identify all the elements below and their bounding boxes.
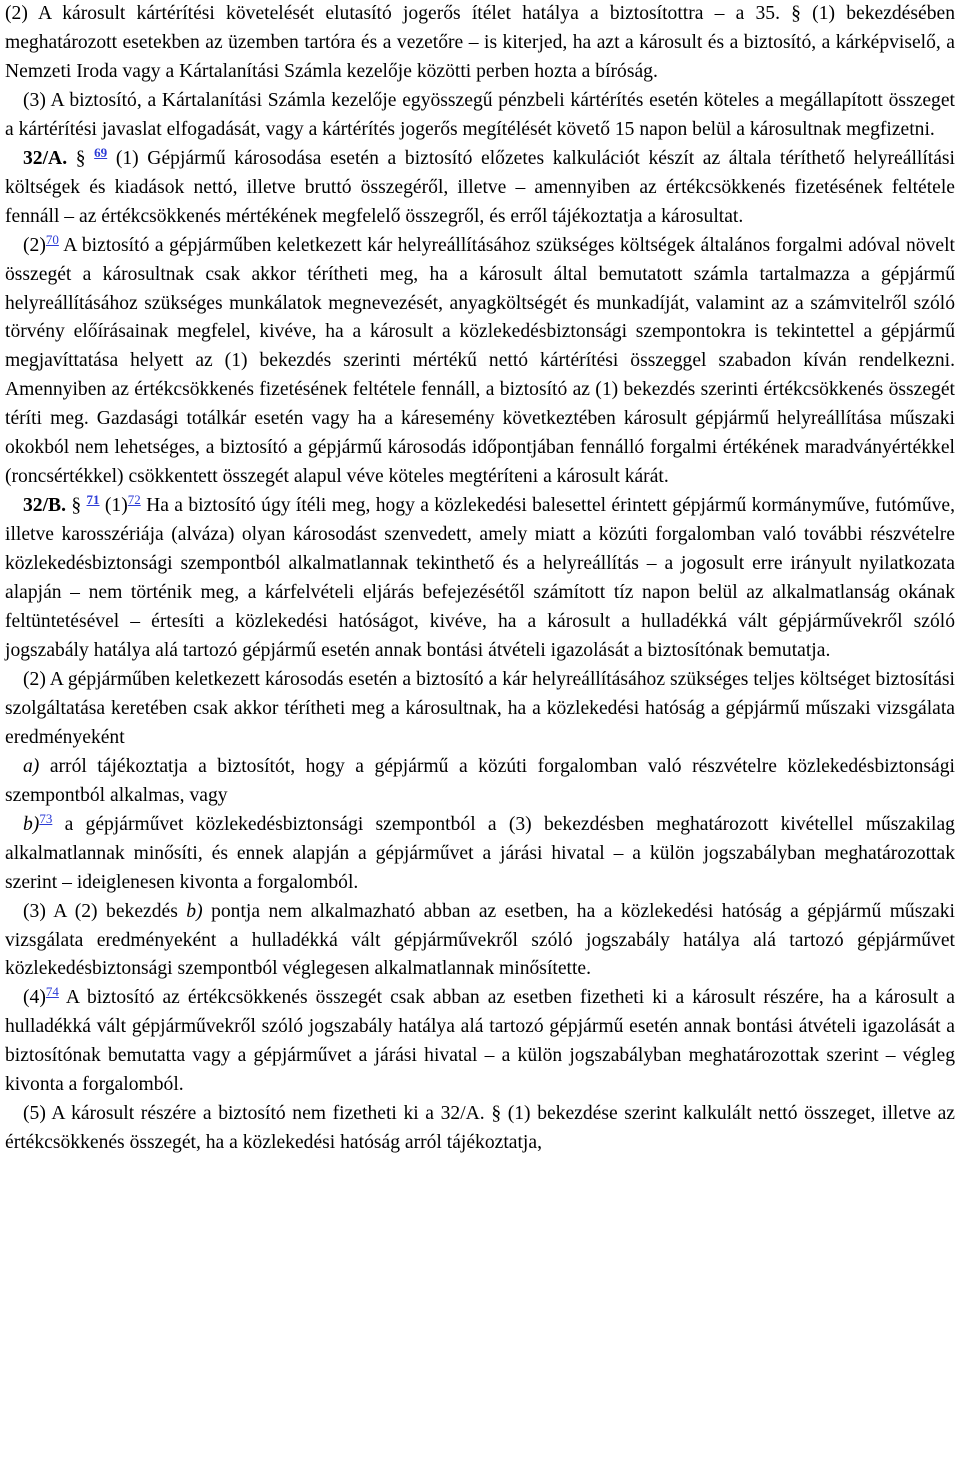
paragraph-text: (3) A biztosító, a Kártalanítási Számla kezelője egyösszegű pénzbeli kártérítés esetén köteles a megállapított összeget a kártérítési javaslat elfogadását, vagy a kártérítés jogerős megítélését követő 15 napon belül a károsultnak megfizetni. bbox=[5, 89, 955, 140]
paragraph-number: (2) bbox=[23, 234, 46, 256]
section-sign: § bbox=[75, 147, 86, 169]
section-32b-paragraph-2 bbox=[5, 666, 955, 753]
point-reference: b) bbox=[186, 900, 203, 922]
paragraph-text: A biztosító a gépjárműben keletkezett kár helyreállításához szükséges költségek általános forgalmi adóval növelt összegét a károsultnak csak akkor térítheti meg, ha a károsult által bemutatott számla tartalmazza a gépjármű helyreállításához szükséges munkálatok megnevezését, anyagköltségét és munkadíját, valamint az a számvitelről szóló törvény előírásainak megfelel, kivéve, ha a károsult a közlekedésbiztonsági szempontokra is tekintettel a gépjármű megjavíttatása helyett az (1) bekezdés szerinti mértékű nettó kártérítési összeggel szabadon kíván rendelkezni. Amennyiben az értékcsökkenés fizetésének feltétele fennáll, a biztosító az (1) bekezdés szerinti értékcsökkenés összegét téríti meg. Gazdasági totálkár esetén vagy ha a káresemény következtében károsult gépjármű helyreállítása műszaki okokból nem lehetséges, a biztosító a gépjármű károsodás időpontjában fennálló forgalmi értékének maradványértékkel (roncsértékkel) csökkentett összegét alapul véve köteles megtéríteni a károsult kárát. bbox=[5, 234, 955, 488]
section-32b-paragraph-3 bbox=[5, 898, 955, 985]
footnote-link-71[interactable]: 71 bbox=[86, 492, 100, 508]
paragraph-text: (2) A károsult kártérítési követelését elutasító jogerős ítélet hatálya a biztosítottra – a 35. § (1) bekezdésében meghatározott esetekben az üzemben tartóra és a vezetőre – is kiterjed, ha azt a károsult és a biztosító, a kárképviselő, a Nemzeti Iroda vagy a Kártalanítási Számla kezelője közötti perben hozta a bíróság. bbox=[5, 3, 955, 82]
paragraph-35-3 bbox=[5, 87, 955, 145]
section-32a-paragraph-2 bbox=[5, 232, 955, 493]
footnote-link-74[interactable]: 74 bbox=[45, 984, 59, 1000]
point-a bbox=[5, 753, 955, 811]
section-32b-paragraph-4 bbox=[5, 984, 955, 1100]
paragraph-text: (5) A károsult részére a biztosító nem fizetheti ki a 32/A. § (1) bekezdése szerint kalkulált nettó összeget, illetve az értékcsökkenés összegét, ha a közlekedési hatóság arról tájékoztatja, bbox=[5, 1103, 955, 1154]
section-32b-paragraph-1 bbox=[5, 492, 955, 666]
section-number: 32/B. bbox=[23, 495, 67, 517]
section-number: 32/A. bbox=[23, 147, 68, 169]
paragraph-text: arról tájékoztatja a biztosítót, hogy a gépjármű a közúti forgalomban való részvételre közlekedésbiztonsági szempontból alkalmas, vagy bbox=[5, 755, 955, 806]
section-32a-paragraph-1 bbox=[5, 145, 955, 232]
footnote-link-69[interactable]: 69 bbox=[94, 144, 108, 160]
paragraph-35-2 bbox=[5, 0, 955, 87]
point-b bbox=[5, 811, 955, 898]
paragraph-number: (1) bbox=[104, 495, 128, 517]
section-sign: § bbox=[71, 495, 82, 517]
point-label: b) bbox=[23, 813, 40, 835]
paragraph-text: (2) A gépjárműben keletkezett károsodás esetén a biztosító a kár helyreállításához szükséges teljes költséget biztosítási szolgáltatása keretében csak akkor térítheti meg a károsultnak, ha a közlekedési hatóság a gépjármű műszaki vizsgálata eredményeként bbox=[5, 668, 955, 748]
paragraph-text: pontja nem alkalmazható abban az esetben, ha a közlekedési hatóság a gépjármű műszaki vizsgálata eredményeként a hulladékká vált gépjárművekről szóló jogszabály hatálya alá tartozó gépjárművet közlekedésbiztonsági szempontból véglegesen alkalmatlannak minősítette. bbox=[5, 900, 955, 980]
point-label: a) bbox=[23, 755, 40, 777]
paragraph-text: (1) Gépjármű károsodása esetén a biztosító előzetes kalkulációt készít az általa téríthető helyreállítási költségek és kiadások nettó, illetve bruttó összegéről, illetve – amennyiben az értékcsökkenés fizetésének feltétele fennáll – az értékcsökkenés mértékének megfelelő összegről, és erről tájékoztatja a károsultat. bbox=[5, 147, 955, 227]
paragraph-prefix: (3) A (2) bekezdés bbox=[23, 900, 178, 922]
section-32b-paragraph-5 bbox=[5, 1100, 955, 1158]
footnote-link-73[interactable]: 73 bbox=[39, 810, 53, 826]
paragraph-text: Ha a biztosító úgy ítéli meg, hogy a közlekedési balesettel érintett gépjármű kormányműve, futóműve, illetve karosszériája (alváza) olyan károsodást szenvedett, amely miatt a közúti forgalomban való további részvételre közlekedésbiztonsági szempontból alkalmatlannak tekinthető és a helyreállítás – a jogosult erre irányult nyilatkozata alapján – nem történik meg, a kárfelvételi eljárás befejezésétől számított tíz napon belül az alkalmatlanság okának feltüntetésével – értesíti a közlekedési hatóságot, kivéve, ha a károsult a hulladékká vált gépjárművekről szóló jogszabály hatálya alá tartozó gépjármű esetén annak bontási átvételi igazolását a biztosítónak bemutatja. bbox=[5, 495, 956, 661]
paragraph-text: a gépjárművet közlekedésbiztonsági szempontból a (3) bekezdésben meghatározott kivétellel műszakilag alkalmatlannak minősíti, és ennek alapján a gépjárművet a járási hivatal – a külön jogszabályban meghatározottak szerint – ideiglenesen kivonta a forgalomból. bbox=[5, 813, 955, 893]
paragraph-number: (4) bbox=[23, 987, 46, 1009]
paragraph-text: A biztosító az értékcsökkenés összegét csak abban az esetben fizetheti ki a károsult részére, ha a károsult a hulladékká vált gépjárművekről szóló jogszabály hatálya alá tartozó gépjármű esetén annak bontási átvételi igazolását a biztosítónak bemutatta vagy a gépjárművet a járási hivatal – a külön jogszabályban meghatározottak szerint – végleg kivonta a forgalomból. bbox=[5, 987, 955, 1096]
footnote-link-72[interactable]: 72 bbox=[127, 492, 141, 508]
footnote-link-70[interactable]: 70 bbox=[45, 231, 59, 247]
document-page bbox=[5, 0, 955, 1158]
